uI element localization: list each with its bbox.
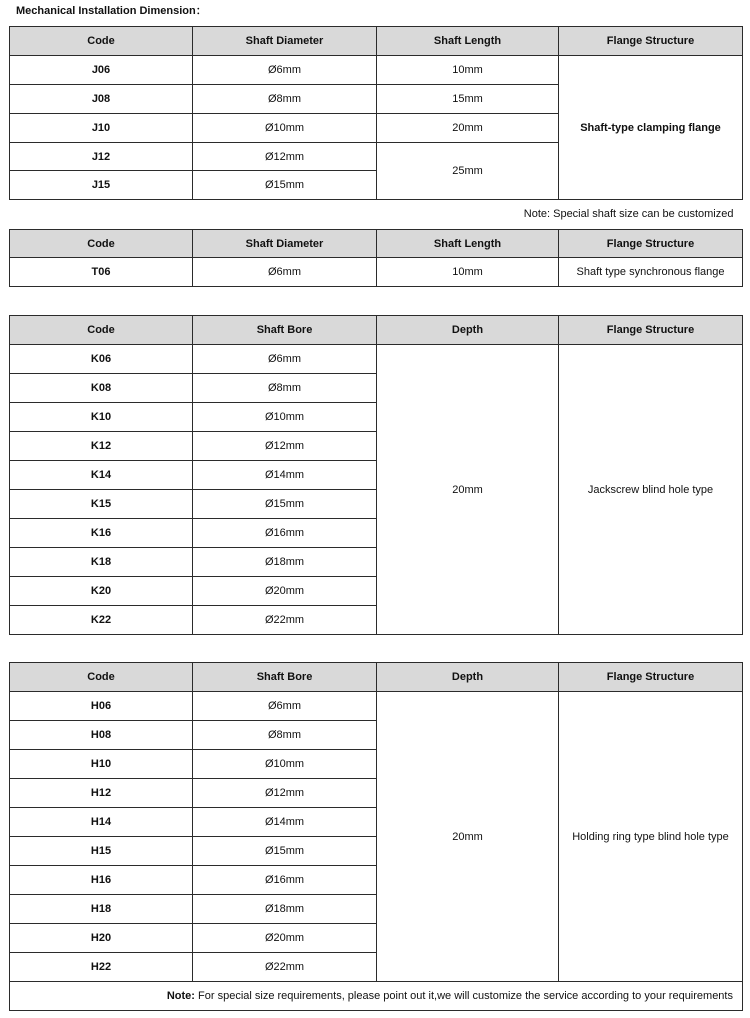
bore-cell: Ø6mm	[193, 692, 377, 721]
header-shaft-length: Shaft Length	[377, 230, 559, 258]
diameter-cell: Ø12mm	[193, 143, 377, 171]
bore-cell: Ø8mm	[193, 374, 377, 403]
bore-cell: Ø14mm	[193, 461, 377, 490]
bore-cell: Ø20mm	[193, 577, 377, 606]
header-shaft-diameter: Shaft Diameter	[193, 230, 377, 258]
header-shaft-diameter: Shaft Diameter	[193, 27, 377, 56]
flange-cell: Shaft type synchronous flange	[559, 258, 743, 287]
code-cell: K06	[10, 345, 193, 374]
code-cell: H14	[10, 808, 193, 837]
code-cell: K14	[10, 461, 193, 490]
header-flange-structure: Flange Structure	[559, 316, 743, 345]
length-cell: 15mm	[377, 85, 559, 114]
header-code: Code	[10, 230, 193, 258]
code-cell: J15	[10, 171, 193, 200]
diameter-cell: Ø15mm	[193, 171, 377, 200]
page-title: Mechanical Installation Dimension：	[16, 5, 207, 17]
length-cell: 10mm	[377, 56, 559, 85]
code-cell: H10	[10, 750, 193, 779]
code-cell: K20	[10, 577, 193, 606]
header-shaft-bore: Shaft Bore	[193, 316, 377, 345]
length-cell: 20mm	[377, 114, 559, 143]
code-cell: H15	[10, 837, 193, 866]
diameter-cell: Ø8mm	[193, 85, 377, 114]
header-depth: Depth	[377, 663, 559, 692]
code-cell: H06	[10, 692, 193, 721]
code-cell: J08	[10, 85, 193, 114]
table-spacer	[10, 635, 743, 663]
length-cell: 10mm	[377, 258, 559, 287]
bore-cell: Ø22mm	[193, 606, 377, 635]
bore-cell: Ø8mm	[193, 721, 377, 750]
header-code: Code	[10, 27, 193, 56]
code-cell: J06	[10, 56, 193, 85]
code-cell: J12	[10, 143, 193, 171]
synchronous-flange-table	[9, 229, 743, 287]
bore-cell: Ø14mm	[193, 808, 377, 837]
code-cell: K15	[10, 490, 193, 519]
code-cell: H08	[10, 721, 193, 750]
depth-cell: 20mm	[377, 692, 559, 982]
bore-cell: Ø22mm	[193, 953, 377, 982]
blind-hole-table	[9, 315, 743, 1011]
note-label: Note:	[166, 990, 195, 1002]
requirements-note	[10, 982, 743, 1011]
diameter-cell: Ø6mm	[193, 258, 377, 287]
header-flange-structure: Flange Structure	[559, 230, 743, 258]
code-cell: K08	[10, 374, 193, 403]
bore-cell: Ø16mm	[193, 866, 377, 895]
code-cell: H18	[10, 895, 193, 924]
code-cell: H22	[10, 953, 193, 982]
header-shaft-length: Shaft Length	[377, 27, 559, 56]
length-cell: 25mm	[377, 143, 559, 200]
header-flange-structure: Flange Structure	[559, 27, 743, 56]
header-code: Code	[10, 663, 193, 692]
code-cell: K16	[10, 519, 193, 548]
code-cell: K22	[10, 606, 193, 635]
header-flange-structure: Flange Structure	[559, 663, 743, 692]
code-cell: J10	[10, 114, 193, 143]
shaft-clamping-table	[9, 26, 743, 229]
flange-cell: Shaft-type clamping flange	[559, 56, 743, 200]
flange-cell: Holding ring type blind hole type	[559, 692, 743, 982]
customization-note: Note: Special shaft size can be customized	[10, 200, 743, 229]
code-cell: H16	[10, 866, 193, 895]
bore-cell: Ø10mm	[193, 750, 377, 779]
header-depth: Depth	[377, 316, 559, 345]
flange-cell: Jackscrew blind hole type	[559, 345, 743, 635]
note-text: For special size requirements, please point out it,we will customize the service according to your requirements	[194, 990, 733, 1002]
header-code: Code	[10, 316, 193, 345]
code-cell: K18	[10, 548, 193, 577]
code-cell: K12	[10, 432, 193, 461]
code-cell: T06	[10, 258, 193, 287]
code-cell: H12	[10, 779, 193, 808]
diameter-cell: Ø6mm	[193, 56, 377, 85]
bore-cell: Ø10mm	[193, 403, 377, 432]
bore-cell: Ø12mm	[193, 432, 377, 461]
bore-cell: Ø16mm	[193, 519, 377, 548]
bore-cell: Ø15mm	[193, 490, 377, 519]
bore-cell: Ø18mm	[193, 895, 377, 924]
bore-cell: Ø18mm	[193, 548, 377, 577]
bore-cell: Ø6mm	[193, 345, 377, 374]
depth-cell: 20mm	[377, 345, 559, 635]
bore-cell: Ø15mm	[193, 837, 377, 866]
bore-cell: Ø12mm	[193, 779, 377, 808]
code-cell: K10	[10, 403, 193, 432]
diameter-cell: Ø10mm	[193, 114, 377, 143]
code-cell: H20	[10, 924, 193, 953]
header-shaft-bore: Shaft Bore	[193, 663, 377, 692]
bore-cell: Ø20mm	[193, 924, 377, 953]
